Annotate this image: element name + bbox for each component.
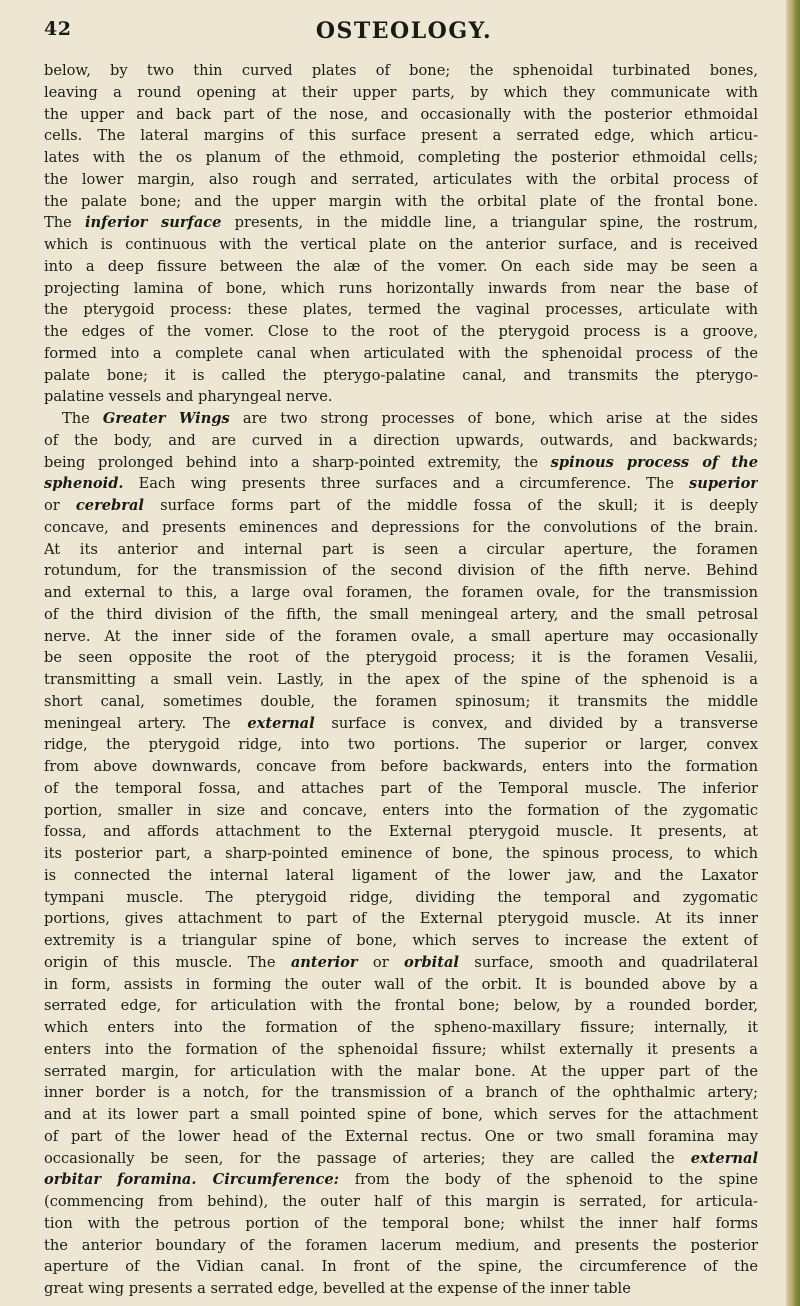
italic-term: external [690, 1149, 758, 1167]
line-text: its posterior part, a sharp-pointed eminence of bone, the spinous process, to which [44, 845, 758, 862]
text-line [44, 517, 758, 539]
italic-term: anterior [290, 953, 358, 971]
line-text: which enters into the formation of the spheno-maxillary fissure; internally, it [44, 1019, 758, 1036]
line-text: serrated edge, for articulation with the frontal bone; below, by a rounded border, [44, 997, 758, 1015]
line-text: leaving a round opening at their upper parts, by which they communicate with [44, 83, 758, 101]
line-text: the lower margin, also rough and serrated, articulates with the orbital process of [44, 170, 758, 188]
line-text: palatine vessels and pharyngeal nerve. [44, 388, 333, 406]
line-text: The [44, 214, 85, 232]
line-text: being prolonged behind into a sharp-pointed extremity, the [44, 453, 551, 471]
text-line [44, 1082, 758, 1104]
text-line [44, 756, 758, 778]
line-text: fossa, and affords attachment to the External pterygoid muscle. It presents, at [44, 823, 758, 841]
line-text: the edges of the vomer. Close to the root of the pterygoid process is a groove, [44, 323, 758, 340]
text-line [44, 299, 758, 321]
line-text: tympani muscle. The pterygoid ridge, dividing the temporal and zygomatic [44, 888, 758, 906]
line-text: and at its lower part a small pointed spine of bone, which serves for the attachment [44, 1106, 758, 1123]
page-header [44, 18, 754, 52]
line-text: At its anterior and internal part is seen a circular aperture, the foramen [44, 540, 758, 558]
italic-term: inferior surface [85, 214, 222, 232]
line-text: the pterygoid process: these plates, termed the vaginal processes, articulate with [44, 301, 758, 319]
line-text: of the body, and are curved in a direction upwards, outwards, and backwards; [44, 431, 758, 449]
text-line [44, 778, 758, 800]
line-text: portion, smaller in size and concave, enters into the formation of the zygomatic [44, 801, 758, 819]
line-text: serrated margin, for articulation with the malar bone. At the upper part of the [44, 1062, 758, 1080]
italic-term: superior [689, 475, 758, 493]
text-line [44, 1256, 758, 1278]
text-line [44, 800, 758, 822]
text-line [44, 169, 758, 191]
text-line [44, 1278, 758, 1300]
line-text: concave, and presents eminences and depressions for the convolutions of the brain. [44, 518, 758, 536]
line-text: lates with the os planum of the ethmoid, completing the posterior ethmoidal cells; [44, 149, 758, 166]
line-text: inner border is a notch, for the transmission of a branch of the ophthalmic artery; [44, 1084, 758, 1102]
text-line [44, 1235, 758, 1257]
line-text: The [62, 410, 103, 427]
text-line [44, 1191, 758, 1213]
running-title: OSTEOLOGY. [315, 18, 493, 44]
text-line [44, 821, 758, 843]
line-text: Each wing presents three surfaces and a circumference. The [123, 475, 690, 493]
text-line [44, 82, 758, 104]
text-line [44, 1104, 758, 1126]
line-text: from above downwards, concave from before backwards, enters into the formation [44, 758, 758, 775]
line-text: is connected the internal lateral ligament of the lower jaw, and the Laxator [44, 866, 758, 884]
text-line [44, 234, 758, 256]
line-text: the palate bone; and the upper margin with the orbital plate of the frontal bone. [44, 192, 758, 210]
text-line [44, 669, 758, 691]
text-line [44, 343, 758, 365]
text-line [44, 734, 758, 756]
line-text: ridge, the pterygoid ridge, into two portions. The superior or larger, convex [44, 736, 758, 754]
text-line [44, 1039, 758, 1061]
line-text: occasionally be seen, for the passage of arteries; they are called the [44, 1149, 691, 1167]
text-line [44, 430, 758, 452]
text-line [44, 104, 758, 126]
line-text: great wing presents a serrated edge, bevelled at the expense of the inner table [44, 1280, 631, 1297]
text-line [44, 278, 758, 300]
line-text: projecting lamina of bone, which runs horizontally inwards from near the base of [44, 279, 758, 297]
line-text: or [44, 497, 76, 514]
line-text: or [357, 953, 405, 971]
line-text: into a deep fissure between the alæ of the vomer. On each side may be seen a [44, 257, 758, 275]
text-line [44, 452, 758, 474]
text-line [44, 604, 758, 626]
text-line [44, 974, 758, 996]
line-text: short canal, sometimes double, the foramen spinosum; it transmits the middle [44, 692, 758, 710]
text-line [44, 930, 758, 952]
line-text: nerve. At the inner side of the foramen ovale, a small aperture may occasionally [44, 627, 758, 645]
line-text: the anterior boundary of the foramen lacerum medium, and presents the posterior [44, 1236, 758, 1254]
line-text: presents, in the middle line, a triangular spine, the rostrum, [221, 214, 758, 232]
text-line [44, 408, 758, 430]
line-text: aperture of the Vidian canal. In front of the spine, the circumference of the [44, 1258, 758, 1276]
text-line [44, 495, 758, 517]
italic-term: cerebral [75, 497, 144, 514]
line-text: of the third division of the fifth, the small meningeal artery, and the small petrosal [44, 605, 758, 623]
text-line [44, 1213, 758, 1235]
line-text: from the body of the sphenoid to the spine [339, 1171, 758, 1189]
page-edge [786, 0, 800, 1306]
text-line [44, 908, 758, 930]
italic-term: external [247, 714, 315, 732]
text-line [44, 560, 758, 582]
line-text: below, by two thin curved plates of bone; the sphenoidal turbinated bones, [44, 62, 758, 79]
text-line [44, 952, 758, 974]
italic-term: sphenoid. [44, 475, 124, 493]
line-text: of the temporal fossa, and attaches part of the Temporal muscle. The inferior [44, 779, 758, 797]
text-line [44, 1017, 758, 1039]
line-text: formed into a complete canal when articulated with the sphenoidal process of the [44, 344, 758, 362]
text-line [44, 125, 758, 147]
text-line [44, 995, 758, 1017]
text-line [44, 191, 758, 213]
line-text: meningeal artery. The [44, 714, 248, 732]
line-text: (commencing from behind), the outer half of this margin is serrated, for articula- [44, 1193, 758, 1210]
line-text: surface forms part of the middle fossa of the skull; it is deeply [143, 497, 758, 514]
line-text: surface is convex, and divided by a transverse [314, 714, 758, 732]
text-line [44, 1126, 758, 1148]
text-line [44, 256, 758, 278]
line-text: transmitting a small vein. Lastly, in the apex of the spine of the sphenoid is a [44, 671, 758, 688]
line-text: palate bone; it is called the pterygo-palatine canal, and transmits the pterygo- [44, 366, 758, 384]
text-line [44, 147, 758, 169]
text-line [44, 1148, 758, 1170]
italic-term: spinous process of the [550, 453, 758, 471]
line-text: portions, gives attachment to part of the External pterygoid muscle. At its inner [44, 910, 758, 928]
text-line [44, 365, 758, 387]
text-line [44, 60, 758, 82]
text-line [44, 582, 758, 604]
text-line [44, 691, 758, 713]
italic-term: Greater Wings [102, 410, 230, 427]
line-text: the upper and back part of the nose, and occasionally with the posterior ethmoidal [44, 105, 758, 123]
text-line [44, 386, 758, 408]
text-line [44, 843, 758, 865]
line-text: and external to this, a large oval foramen, the foramen ovale, for the transmission [44, 584, 758, 601]
line-text: cells. The lateral margins of this surface present a serrated edge, which articu- [44, 127, 758, 145]
line-text: enters into the formation of the sphenoidal fissure; whilst externally it presents a [44, 1040, 758, 1058]
text-line [44, 647, 758, 669]
text-line [44, 212, 758, 234]
text-line [44, 713, 758, 735]
line-text: are two strong processes of bone, which arise at the sides [229, 410, 758, 427]
line-text: extremity is a triangular spine of bone, which serves to increase the extent of [44, 932, 758, 949]
line-text: in form, assists in forming the outer wall of the orbit. It is bounded above by a [44, 975, 758, 993]
line-text: surface, smooth and quadrilateral [458, 953, 758, 971]
italic-term: orbital [404, 953, 459, 971]
text-line [44, 865, 758, 887]
text-line [44, 321, 758, 343]
line-text: origin of this muscle. The [44, 953, 291, 971]
line-text: which is continuous with the vertical plate on the anterior surface, and is received [44, 236, 758, 253]
text-line [44, 539, 758, 561]
text-line [44, 887, 758, 909]
line-text: rotundum, for the transmission of the second division of the fifth nerve. Behind [44, 562, 758, 580]
line-text: be seen opposite the root of the pterygoid process; it is the foramen Vesalii, [44, 649, 758, 667]
line-text: of part of the lower head of the External rectus. One or two small foramina may [44, 1127, 758, 1145]
page-number: 42 [44, 18, 72, 40]
text-line [44, 1169, 758, 1191]
text-line [44, 1061, 758, 1083]
text-line [44, 626, 758, 648]
text-line [44, 473, 758, 495]
italic-term: orbitar foramina. Circumference: [44, 1171, 340, 1189]
body-text [44, 60, 758, 1300]
line-text: tion with the petrous portion of the temporal bone; whilst the inner half forms [44, 1214, 758, 1232]
